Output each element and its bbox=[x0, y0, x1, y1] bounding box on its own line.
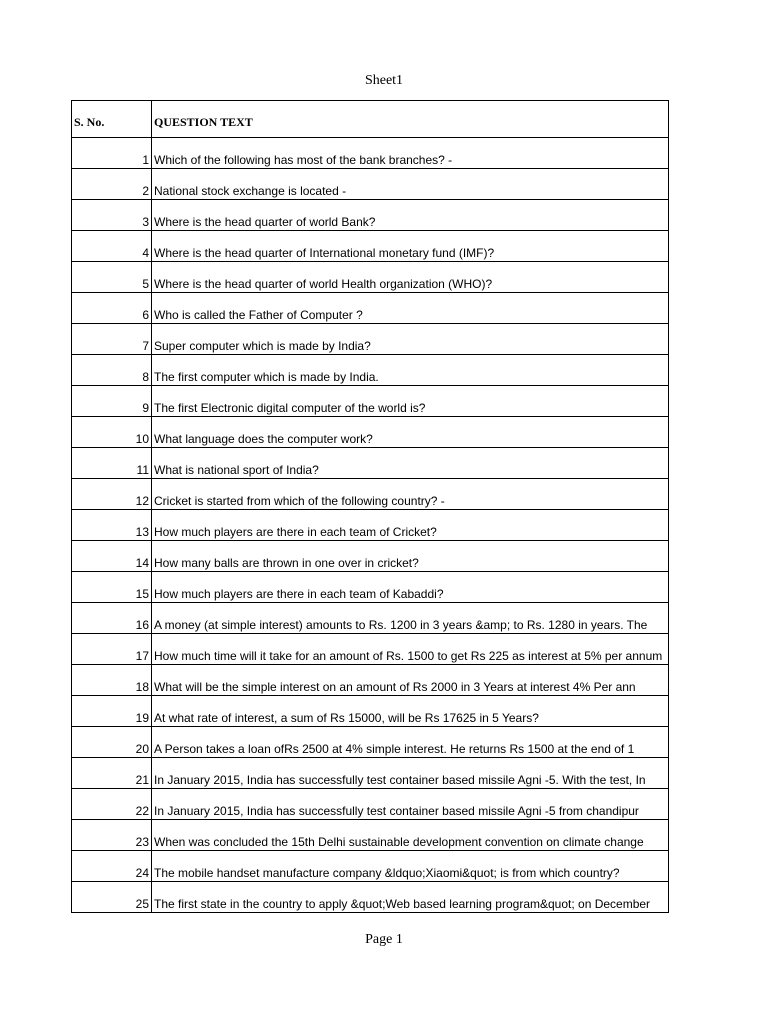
serial-number-cell: 15 bbox=[72, 572, 152, 603]
question-text-cell: National stock exchange is located - bbox=[152, 169, 669, 200]
table-row bbox=[72, 386, 669, 417]
serial-number-cell: 23 bbox=[72, 820, 152, 851]
serial-number-cell: 4 bbox=[72, 231, 152, 262]
serial-number-cell: 9 bbox=[72, 386, 152, 417]
question-text-cell: Where is the head quarter of International monetary fund (IMF)? bbox=[152, 231, 669, 262]
header-question-text: QUESTION TEXT bbox=[152, 101, 669, 138]
question-text-cell: Super computer which is made by India? bbox=[152, 324, 669, 355]
table-row bbox=[72, 479, 669, 510]
table-row bbox=[72, 355, 669, 386]
table-row bbox=[72, 293, 669, 324]
serial-number-cell: 11 bbox=[72, 448, 152, 479]
question-text-cell: When was concluded the 15th Delhi sustainable development convention on climate change bbox=[152, 820, 669, 851]
header-row bbox=[72, 101, 669, 138]
serial-number-cell: 10 bbox=[72, 417, 152, 448]
table-row bbox=[72, 727, 669, 758]
serial-number-cell: 1 bbox=[72, 138, 152, 169]
question-text-cell: Cricket is started from which of the following country? - bbox=[152, 479, 669, 510]
table-row bbox=[72, 665, 669, 696]
table-row bbox=[72, 634, 669, 665]
serial-number-cell: 16 bbox=[72, 603, 152, 634]
serial-number-cell: 17 bbox=[72, 634, 152, 665]
table-row bbox=[72, 851, 669, 882]
serial-number-cell: 7 bbox=[72, 324, 152, 355]
table-row bbox=[72, 758, 669, 789]
question-text-cell: The first state in the country to apply &quot;Web based learning program&quot; on December bbox=[152, 882, 669, 913]
question-text-cell: The first Electronic digital computer of the world is? bbox=[152, 386, 669, 417]
table-row bbox=[72, 696, 669, 727]
question-text-cell: How much players are there in each team of Kabaddi? bbox=[152, 572, 669, 603]
table-row bbox=[72, 882, 669, 913]
table-row bbox=[72, 572, 669, 603]
question-text-cell: A Person takes a loan ofRs 2500 at 4% simple interest. He returns Rs 1500 at the end of 1 bbox=[152, 727, 669, 758]
question-text-cell: Which of the following has most of the bank branches? - bbox=[152, 138, 669, 169]
question-text-cell: What will be the simple interest on an amount of Rs 2000 in 3 Years at interest 4% Per ann bbox=[152, 665, 669, 696]
serial-number-cell: 21 bbox=[72, 758, 152, 789]
question-text-cell: The mobile handset manufacture company &ldquo;Xiaomi&quot; is from which country? bbox=[152, 851, 669, 882]
table-row bbox=[72, 200, 669, 231]
question-text-cell: Where is the head quarter of world Bank? bbox=[152, 200, 669, 231]
question-text-cell: A money (at simple interest) amounts to Rs. 1200 in 3 years &amp; to Rs. 1280 in years. The bbox=[152, 603, 669, 634]
serial-number-cell: 3 bbox=[72, 200, 152, 231]
question-text-cell: What is national sport of India? bbox=[152, 448, 669, 479]
table-row bbox=[72, 789, 669, 820]
header-serial-number: S. No. bbox=[72, 101, 152, 138]
serial-number-cell: 6 bbox=[72, 293, 152, 324]
question-text-cell: What language does the computer work? bbox=[152, 417, 669, 448]
table-row bbox=[72, 262, 669, 293]
question-text-cell: Who is called the Father of Computer ? bbox=[152, 293, 669, 324]
table-row bbox=[72, 417, 669, 448]
question-text-cell: The first computer which is made by India. bbox=[152, 355, 669, 386]
serial-number-cell: 25 bbox=[72, 882, 152, 913]
question-text-cell: How much time will it take for an amount of Rs. 1500 to get Rs 225 as interest at 5% per annum bbox=[152, 634, 669, 665]
question-text-cell: How many balls are thrown in one over in cricket? bbox=[152, 541, 669, 572]
question-text-cell: In January 2015, India has successfully test container based missile Agni -5 from chandipur bbox=[152, 789, 669, 820]
question-text-cell: In January 2015, India has successfully test container based missile Agni -5. With the test, In bbox=[152, 758, 669, 789]
table-body bbox=[72, 138, 669, 913]
question-text-cell: At what rate of interest, a sum of Rs 15000, will be Rs 17625 in 5 Years? bbox=[152, 696, 669, 727]
question-text-cell: How much players are there in each team of Cricket? bbox=[152, 510, 669, 541]
serial-number-cell: 22 bbox=[72, 789, 152, 820]
table-row bbox=[72, 510, 669, 541]
table-row bbox=[72, 448, 669, 479]
sheet-title: Sheet1 bbox=[364, 73, 404, 88]
serial-number-cell: 18 bbox=[72, 665, 152, 696]
serial-number-cell: 8 bbox=[72, 355, 152, 386]
table-row bbox=[72, 541, 669, 572]
question-text-cell: Where is the head quarter of world Health organization (WHO)? bbox=[152, 262, 669, 293]
serial-number-cell: 2 bbox=[72, 169, 152, 200]
table-row bbox=[72, 169, 669, 200]
table-row bbox=[72, 603, 669, 634]
serial-number-cell: 19 bbox=[72, 696, 152, 727]
table-row bbox=[72, 820, 669, 851]
serial-number-cell: 24 bbox=[72, 851, 152, 882]
table-row bbox=[72, 138, 669, 169]
serial-number-cell: 5 bbox=[72, 262, 152, 293]
page-footer: Page 1 bbox=[365, 932, 403, 947]
table-row bbox=[72, 324, 669, 355]
serial-number-cell: 20 bbox=[72, 727, 152, 758]
question-table bbox=[71, 100, 669, 913]
serial-number-cell: 14 bbox=[72, 541, 152, 572]
serial-number-cell: 13 bbox=[72, 510, 152, 541]
serial-number-cell: 12 bbox=[72, 479, 152, 510]
table-row bbox=[72, 231, 669, 262]
